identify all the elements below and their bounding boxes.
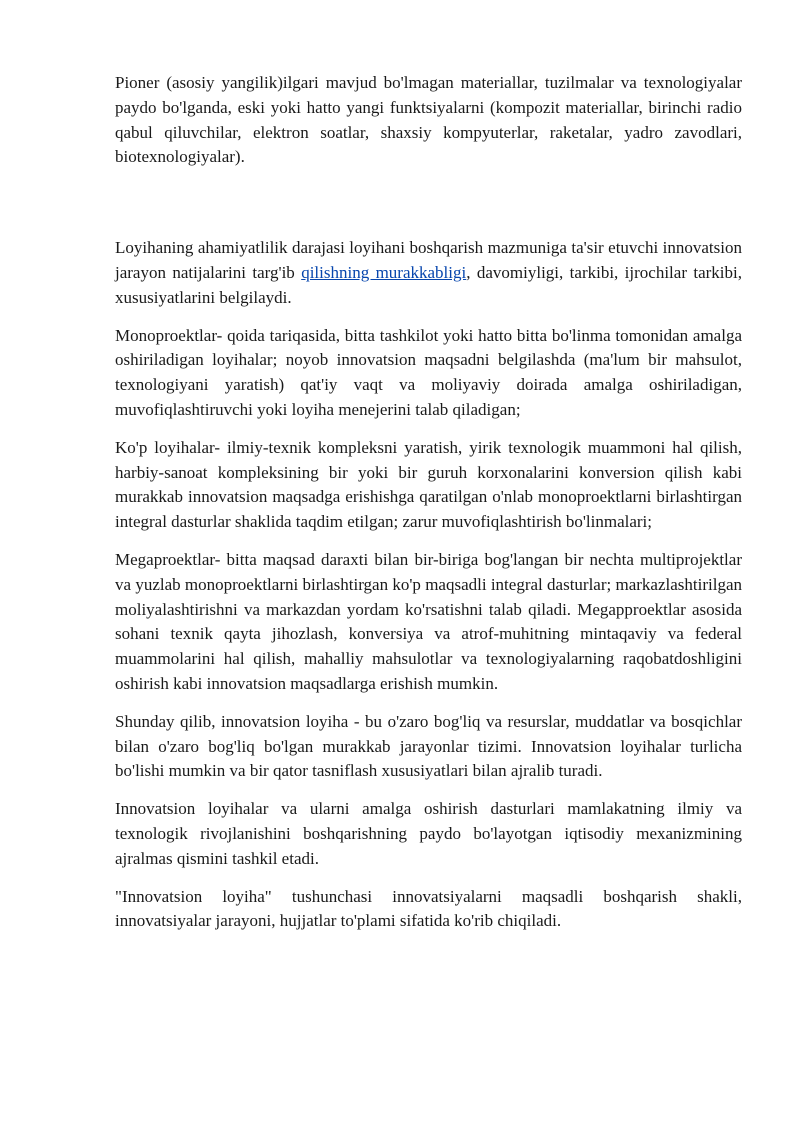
paragraph-multiprojects: Ko'p loyihalar- ilmiy-texnik kompleksni yaratish, yirik texnologik muammoni hal qilish, harbiy-sanoat kompleksining bir yoki bir guruh korxonalarini konversion qilish kabi murakkab innovatsion maqsadga erishishga qaratilgan o'nlab monoproektlarni birlashtirgan integral dasturlar shaklida taqdim etilgan; zarur muvofiqlashtirish bo'linmalari; (115, 437, 742, 532)
paragraph-text: , davomiyligi, tarkibi, ijrochilar tarkibi, xususiyatlarini belgilaydi. (115, 262, 742, 307)
paragraph-monoprojects: Monoproektlar- qoida tariqasida, bitta tashkilot yoki hatto bitta bo'linma tomonidan amalga oshiriladigan loyihalar; noyob innovatsion maqsadni belgilashda (ma'lum bir mahsulot, texnologiyani yaratish) qat'iy vaqt va moliyaviy doirada amalga oshiriladigan, muvofiqlashtiruvchi yoki loyiha menejerini talab qiladigan; (115, 325, 742, 419)
paragraph-innovation-project-concept: "Innovatsion loyiha" tushunchasi innovatsiyalarni maqsadli boshqarish shakli, innovatsiyalar jarayoni, hujjatlar to'plami sifatida ko'rib chiqiladi. (115, 886, 742, 931)
paragraph-megaprojects: Megaproektlar- bitta maqsad daraxti bilan bir-biriga bog'langan bir nechta multiprojektlar va yuzlab monoproektlarni birlashtirgan ko'p maqsadli integral dasturlar; markazlashtirilgan moliyalashtirishni va markazdan yordam ko'rsatishni talab qiladi. Megapproektlar asosida sohani texnik qayta jihozlash, konversiya va atrof-muhitning mintaqaviy va federal muammolarini hal qilish, mahalliy mahsulotlar va texnologiyalarning raqobatdoshligini oshirish kabi innovatsion maqsadlarga erishish mumkin. (115, 549, 742, 693)
complexity-link[interactable]: qilishning murakkabligi (301, 262, 467, 282)
paragraph-innovation-project-summary: Shunday qilib, innovatsion loyiha - bu o'zaro bog'liq va resurslar, muddatlar va bosqichlar bilan o'zaro bog'liq bo'lgan murakkab jarayonlar tizimi. Innovatsion loyihalar turlicha bo'lishi mumkin va bir qator tasniflash xususiyatlari bilan ajralib turadi. (115, 711, 742, 781)
paragraph-pioneer: Pioner (asosiy yangilik)ilgari mavjud bo'lmagan materiallar, tuzilmalar va texnologiyalar paydo bo'lganda, eski yoki hatto yangi funktsiyalarni (kompozit materiallar, birinchi radio qabul qiluvchilar, elektron soatlar, shaxsiy kompyuterlar, raketalar, yadro zavodlari, biotexnologiyalar). (115, 73, 742, 167)
paragraph-project-significance (115, 236, 742, 310)
paragraph-innovation-programs: Innovatsion loyihalar va ularni amalga oshirish dasturlari mamlakatning ilmiy va texnologik rivojlanishini boshqarishning paydo bo'layotgan iqtisodiy mexanizmining ajralmas qismini tashkil etadi. (115, 799, 742, 868)
document-page (115, 71, 742, 947)
paragraph-text: Loyihaning ahamiyatlilik darajasi loyihani boshqarish mazmuniga ta'sir etuvchi innovatsion jarayon natijalarini targ'ib (115, 238, 742, 282)
